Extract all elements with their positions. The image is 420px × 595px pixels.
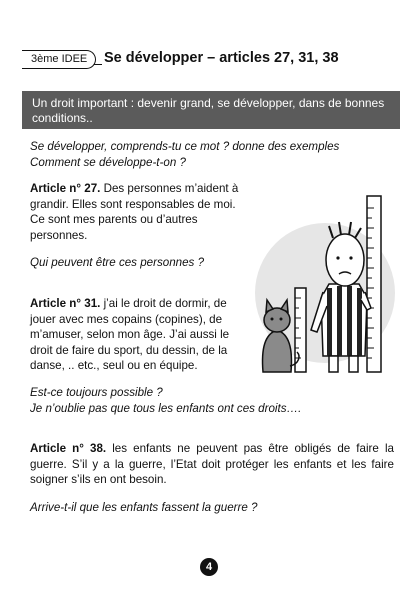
article-31-question-1: Est-ce toujours possible ? (30, 386, 163, 399)
intro-question-1: Se développer, comprends-tu ce mot ? donne des exemples (30, 140, 340, 153)
article-38-label: Article n° 38. (30, 442, 107, 455)
intro-question-2: Comment se développe-t-on ? (30, 155, 186, 169)
article-31-question-2: Je n’oublie pas que tous les enfants ont ces droits…. (30, 401, 302, 415)
short-ruler-icon (295, 288, 306, 372)
article-27-text: Des personnes m’aident à grandir. Elles sont responsables de moi. Ce sont mes parents ou d’autres personnes. (30, 182, 239, 242)
article-38-text: les enfants ne peuvent pas être obligés de faire la guerre. S’il y a la guerre, l’Etat doit protéger les enfants et les faire soigner s’ils en ont besoin. (30, 442, 394, 486)
article-31-paragraph (30, 296, 252, 374)
section-tag: 3ème IDEE (22, 50, 96, 69)
article-31-questions (30, 385, 400, 416)
intro-questions (30, 139, 390, 170)
article-27-question: Qui peuvent être ces personnes ? (30, 256, 205, 269)
article-38-question: Arrive-t-il que les enfants fassent la guerre ? (30, 501, 258, 514)
article-38-paragraph (30, 441, 394, 488)
article-31-label: Article n° 31. (30, 297, 101, 310)
page-number: 4 (200, 558, 218, 576)
child-and-cat-illustration (243, 188, 403, 378)
article-31-text: j’ai le droit de dormir, de jouer avec mes copains (copines), de m’amuser, selon mon âge. J’ai aussi le droit de faire du sport, du dessin, de la danse, .. etc., seul ou en équipe. (30, 297, 230, 372)
tall-ruler-icon (367, 196, 381, 372)
page-title: Se développer – articles 27, 31, 38 (104, 50, 339, 66)
article-27-label: Article n° 27. (30, 182, 101, 195)
intro-banner: Un droit important : devenir grand, se développer, dans de bonnes conditions.. (22, 91, 400, 129)
article-27-paragraph (30, 181, 252, 243)
